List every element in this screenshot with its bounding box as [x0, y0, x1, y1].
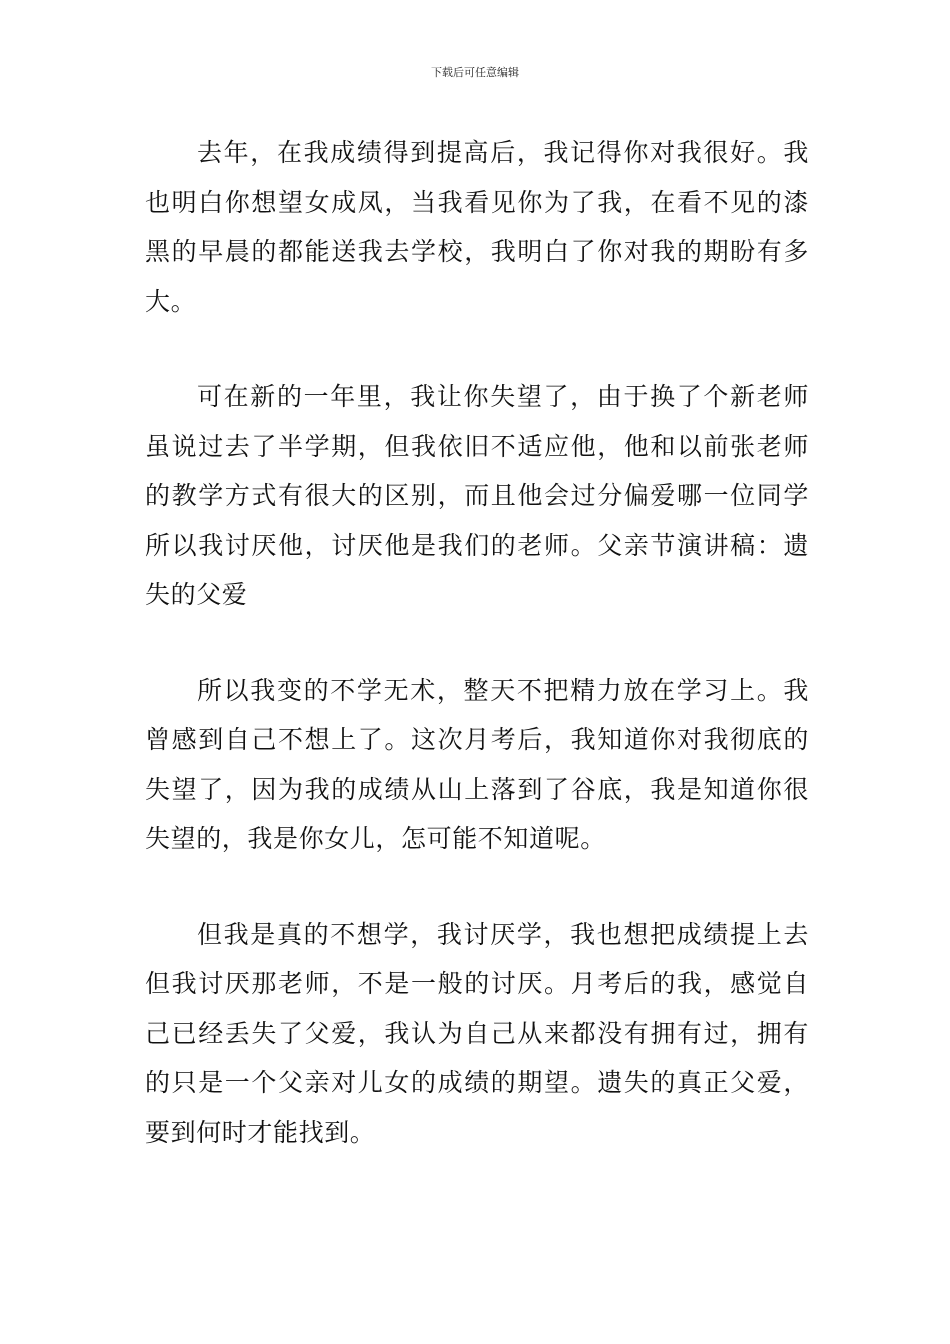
document-body [145, 128, 809, 1157]
paragraph-2: 可在新的一年里，我让你失望了，由于换了个新老师虽说过去了半学期，但我依旧不适应他，他和以前张老师的教学方式有很大的区别，而且他会过分偏爱哪一位同学所以我讨厌他，讨厌他是我们的老师。父亲节演讲稿：遗失的父爱 [145, 382, 809, 609]
paragraph-1: 去年，在我成绩得到提高后，我记得你对我很好。我也明白你想望女成凤，当我看见你为了我，在看不见的漆黑的早晨的都能送我去学校，我明白了你对我的期盼有多大。 [145, 138, 809, 316]
paragraph-3: 所以我变的不学无术，整天不把精力放在学习上。我曾感到自己不想上了。这次月考后，我知道你对我彻底的失望了，因为我的成绩从山上落到了谷底，我是知道你很失望的，我是你女儿，怎可能不知道呢。 [145, 675, 809, 853]
paragraph-4: 但我是真的不想学，我讨厌学，我也想把成绩提上去但我讨厌那老师，不是一般的讨厌。月考后的我，感觉自己已经丢失了父爱，我认为自己从来都没有拥有过，拥有的只是一个父亲对儿女的成绩的期望。遗失的真正父爱，要到何时才能找到。 [145, 919, 809, 1147]
page-header: 下载后可任意编辑 [431, 66, 519, 79]
